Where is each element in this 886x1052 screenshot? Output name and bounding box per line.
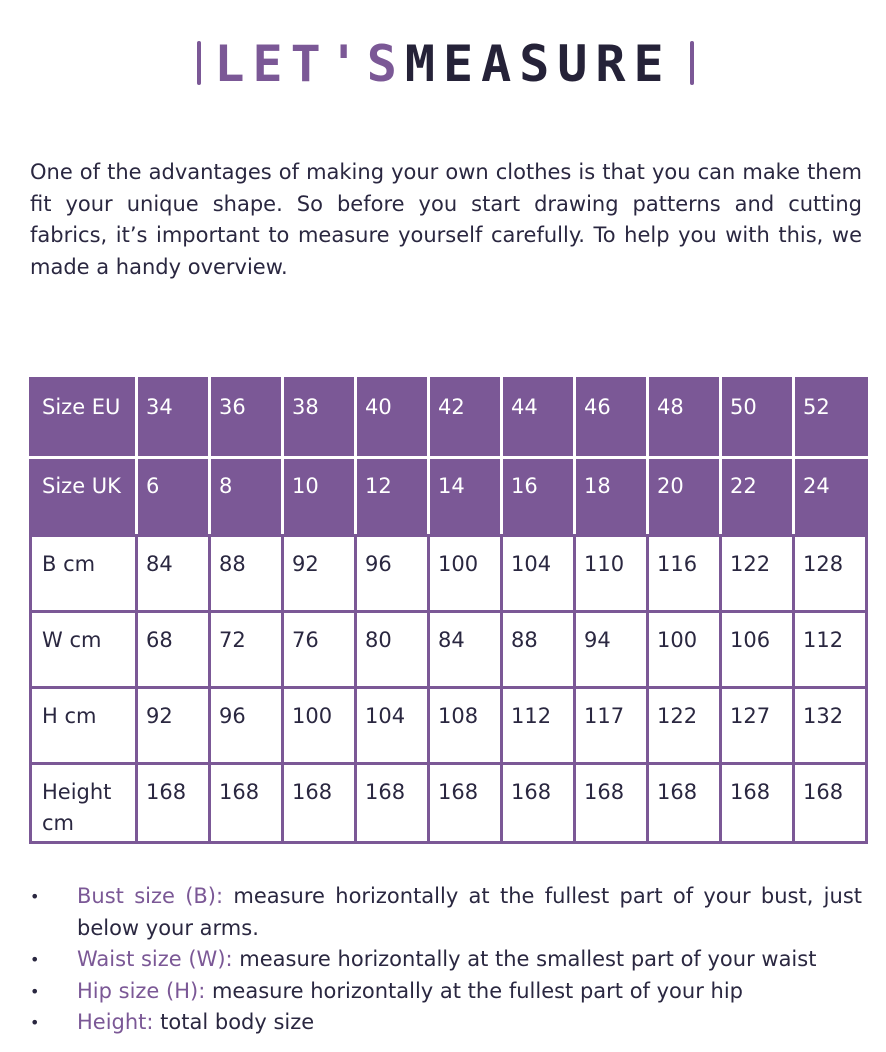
table-cell: 96 (210, 688, 283, 764)
table-cell: 84 (429, 612, 502, 688)
table-cell: 122 (648, 688, 721, 764)
table-cell: 168 (721, 764, 794, 843)
table-cell: 100 (429, 536, 502, 612)
row-label: B cm (31, 536, 137, 612)
table-cell: 10 (283, 458, 356, 536)
table-cell: 168 (137, 764, 210, 843)
table-cell: 48 (648, 379, 721, 458)
table-cell: 12 (356, 458, 429, 536)
note-text: measure horizontally at the smallest part of your waist (232, 947, 817, 971)
table-cell: 117 (575, 688, 648, 764)
table-cell: 50 (721, 379, 794, 458)
table-cell: 68 (137, 612, 210, 688)
table-cell: 92 (137, 688, 210, 764)
table-cell: 100 (283, 688, 356, 764)
table-cell: 40 (356, 379, 429, 458)
intro-paragraph: One of the advantages of making your own clothes is that you can make them fit your unique shape. So before you start drawing patterns and cutting fabrics, it’s important to measure yourself carefully. To help you with this, we made a handy overview. (30, 160, 862, 279)
note-term: Bust size (B): (77, 884, 224, 908)
row-label: H cm (31, 688, 137, 764)
table-cell: 88 (502, 612, 575, 688)
table-cell: 22 (721, 458, 794, 536)
note-item (30, 944, 862, 976)
table-cell: 80 (356, 612, 429, 688)
table-cell: 20 (648, 458, 721, 536)
page-title (0, 36, 886, 92)
row-label: Size UK (31, 458, 137, 536)
table-cell: 168 (283, 764, 356, 843)
measurement-row (31, 536, 867, 612)
bullet-icon: • (30, 981, 40, 1001)
table-cell: 88 (210, 536, 283, 612)
note-term: Hip size (H): (77, 978, 206, 1003)
table-cell: 36 (210, 379, 283, 458)
table-cell: 76 (283, 612, 356, 688)
table-cell: 94 (575, 612, 648, 688)
note-text: measure horizontally at the fullest part of your hip (205, 978, 743, 1003)
table-cell: 42 (429, 379, 502, 458)
table-cell: 116 (648, 536, 721, 612)
table-cell: 100 (648, 612, 721, 688)
table-cell: 168 (502, 764, 575, 843)
table-cell: 44 (502, 379, 575, 458)
table-cell: 84 (137, 536, 210, 612)
note-term: Height: (77, 1010, 154, 1034)
table-cell: 96 (356, 536, 429, 612)
table-cell: 110 (575, 536, 648, 612)
title-part-lets: LET'S (214, 35, 405, 93)
table-cell: 112 (502, 688, 575, 764)
table-cell: 14 (429, 458, 502, 536)
size-eu-row (31, 379, 867, 458)
table-cell: 168 (794, 764, 867, 843)
table-cell: 16 (502, 458, 575, 536)
size-chart-table (29, 377, 868, 844)
note-item (30, 976, 862, 1008)
table-cell: 112 (794, 612, 867, 688)
measurement-row (31, 612, 867, 688)
table-cell: 38 (283, 379, 356, 458)
title-part-measure: MEASURE (404, 35, 672, 93)
table-cell: 92 (283, 536, 356, 612)
table-cell: 24 (794, 458, 867, 536)
table-cell: 104 (356, 688, 429, 764)
note-item (30, 1007, 862, 1039)
table-cell: 46 (575, 379, 648, 458)
table-cell: 18 (575, 458, 648, 536)
note-item (30, 881, 862, 944)
table-cell: 34 (137, 379, 210, 458)
page-header (0, 28, 886, 98)
measurement-row (31, 688, 867, 764)
bullet-icon: • (30, 1013, 40, 1032)
table-cell: 106 (721, 612, 794, 688)
table-cell: 108 (429, 688, 502, 764)
table-cell: 168 (648, 764, 721, 843)
table-cell: 127 (721, 688, 794, 764)
bullet-icon: • (30, 950, 40, 969)
table-cell: 132 (794, 688, 867, 764)
bullet-icon: • (30, 887, 40, 906)
table-cell: 168 (575, 764, 648, 843)
note-term: Waist size (W): (77, 947, 233, 971)
measurement-row (31, 764, 867, 843)
row-label: Size EU (31, 379, 137, 458)
table-cell: 72 (210, 612, 283, 688)
table-cell: 168 (429, 764, 502, 843)
table-body (31, 379, 867, 843)
table-cell: 168 (356, 764, 429, 843)
table-cell: 52 (794, 379, 867, 458)
size-uk-row (31, 458, 867, 536)
table-cell: 122 (721, 536, 794, 612)
row-label: W cm (31, 612, 137, 688)
measurement-notes (30, 881, 862, 1039)
table-cell: 128 (794, 536, 867, 612)
note-text: measure horizontally at the fullest part of your bust, just below your arms. (77, 884, 863, 940)
row-label: Height cm (31, 764, 137, 843)
note-text: total body size (153, 1010, 315, 1034)
table-cell: 104 (502, 536, 575, 612)
table-cell: 8 (210, 458, 283, 536)
table-cell: 168 (210, 764, 283, 843)
title-right-bar (690, 41, 694, 85)
table-cell: 6 (137, 458, 210, 536)
